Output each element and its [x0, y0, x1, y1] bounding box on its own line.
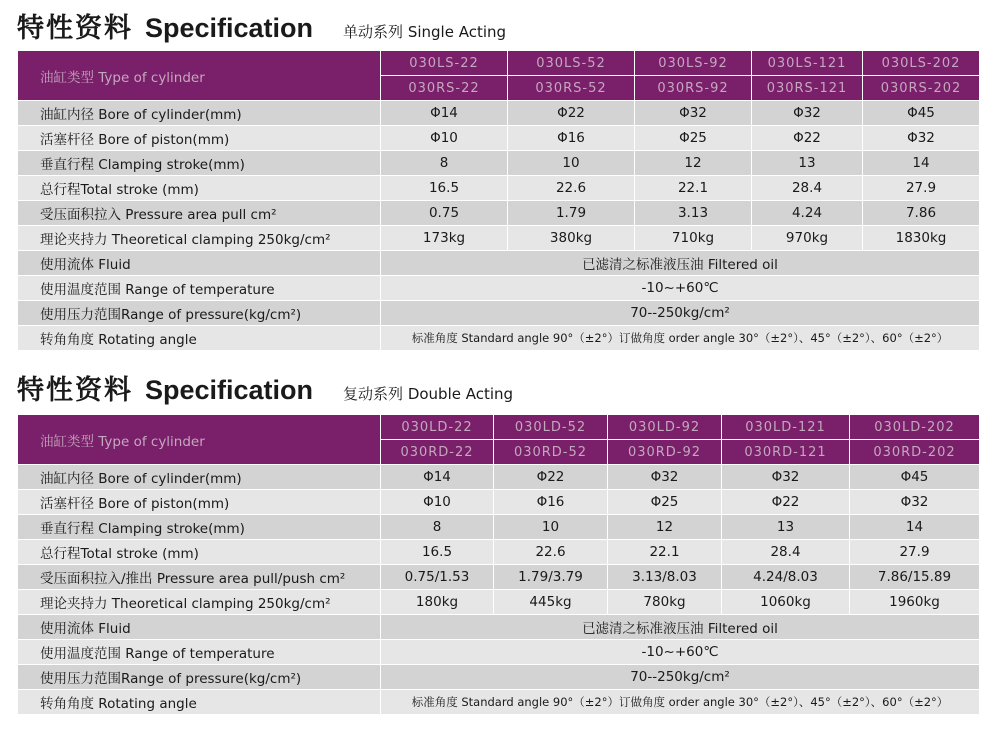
single-row-label: 理论夹持力 Theoretical clamping 250kg/cm² [18, 226, 381, 251]
single-cell: 14 [863, 151, 980, 176]
double-model-bottom-2: 030RD-92 [608, 440, 722, 465]
double-row-theoretical-clamping [18, 590, 980, 615]
single-cell: 10 [508, 151, 635, 176]
single-row-label: 活塞杆径 Bore of piston(mm) [18, 126, 381, 151]
single-heading [17, 6, 506, 45]
single-row-label: 总行程Total stroke (mm) [18, 176, 381, 201]
single-angle-value: 标准角度 Standard angle 90°（±2°）订做角度 order angle 30°（±2°）、45°（±2°）、60°（±2°） [381, 326, 980, 351]
single-cell: 970kg [752, 226, 863, 251]
double-cell: 1.79/3.79 [494, 565, 608, 590]
single-cell: 0.75 [381, 201, 508, 226]
double-cell: 13 [722, 515, 850, 540]
double-row-label: 垂直行程 Clamping stroke(mm) [18, 515, 381, 540]
single-cell: Φ10 [381, 126, 508, 151]
single-cell: 8 [381, 151, 508, 176]
single-temp-label: 使用温度范围 Range of temperature [18, 276, 381, 301]
double-model-bottom-1: 030RD-52 [494, 440, 608, 465]
single-pressure-label: 使用压力范围Range of pressure(kg/cm²) [18, 301, 381, 326]
single-temp-value: -10~+60℃ [381, 276, 980, 301]
single-row-pressure-range [18, 301, 980, 326]
single-subtitle: 单动系列 Single Acting [343, 23, 507, 41]
double-cell: 10 [494, 515, 608, 540]
single-cell: 16.5 [381, 176, 508, 201]
single-cell: 22.6 [508, 176, 635, 201]
single-model-row-top [18, 51, 980, 76]
double-spec-table [17, 414, 980, 715]
single-row-pressure-area [18, 201, 980, 226]
single-model-top-2: 030LS-92 [635, 51, 752, 76]
double-heading-cn: 特性资料 [17, 375, 133, 406]
double-cell: 14 [850, 515, 980, 540]
single-cell: 13 [752, 151, 863, 176]
double-cell: Φ22 [494, 465, 608, 490]
single-row-theoretical-clamping [18, 226, 980, 251]
single-model-bottom-0: 030RS-22 [381, 76, 508, 101]
double-angle-value: 标准角度 Standard angle 90°（±2°）订做角度 order angle 30°（±2°）、45°（±2°）、60°（±2°） [381, 690, 980, 715]
double-model-bottom-3: 030RD-121 [722, 440, 850, 465]
double-pressure-value: 70--250kg/cm² [381, 665, 980, 690]
single-heading-en: Specification [145, 13, 314, 43]
single-row-label: 油缸内径 Bore of cylinder(mm) [18, 101, 381, 126]
single-cell: 1.79 [508, 201, 635, 226]
double-cell: 445kg [494, 590, 608, 615]
single-model-top-1: 030LS-52 [508, 51, 635, 76]
single-cell: 7.86 [863, 201, 980, 226]
double-cell: 22.6 [494, 540, 608, 565]
double-temp-value: -10~+60℃ [381, 640, 980, 665]
single-row-bore [18, 101, 980, 126]
single-cell: Φ45 [863, 101, 980, 126]
single-fluid-value: 已滤清之标准液压油 Filtered oil [381, 251, 980, 276]
single-angle-label: 转角角度 Rotating angle [18, 326, 381, 351]
double-row-rotating-angle [18, 690, 980, 715]
single-cell: Φ22 [508, 101, 635, 126]
single-cell: Φ32 [635, 101, 752, 126]
double-cell: 780kg [608, 590, 722, 615]
double-row-label: 受压面积拉入/推出 Pressure area pull/push cm² [18, 565, 381, 590]
single-row-piston [18, 126, 980, 151]
single-spec-table [17, 50, 980, 351]
single-type-label: 油缸类型 Type of cylinder [18, 51, 381, 101]
single-model-top-4: 030LS-202 [863, 51, 980, 76]
double-row-label: 活塞杆径 Bore of piston(mm) [18, 490, 381, 515]
double-pressure-label: 使用压力范围Range of pressure(kg/cm²) [18, 665, 381, 690]
double-cell: 3.13/8.03 [608, 565, 722, 590]
single-cell: 380kg [508, 226, 635, 251]
single-pressure-value: 70--250kg/cm² [381, 301, 980, 326]
double-cell: 4.24/8.03 [722, 565, 850, 590]
single-model-top-0: 030LS-22 [381, 51, 508, 76]
double-model-top-2: 030LD-92 [608, 415, 722, 440]
double-row-bore [18, 465, 980, 490]
double-row-pressure-area [18, 565, 980, 590]
double-row-fluid [18, 615, 980, 640]
double-cell: Φ32 [722, 465, 850, 490]
single-cell: Φ32 [752, 101, 863, 126]
double-fluid-label: 使用流体 Fluid [18, 615, 381, 640]
double-row-label: 理论夹持力 Theoretical clamping 250kg/cm² [18, 590, 381, 615]
double-cell: 1960kg [850, 590, 980, 615]
double-angle-label: 转角角度 Rotating angle [18, 690, 381, 715]
double-cell: Φ10 [381, 490, 494, 515]
single-cell: 1830kg [863, 226, 980, 251]
double-row-temperature [18, 640, 980, 665]
double-cell: Φ32 [850, 490, 980, 515]
single-cell: 22.1 [635, 176, 752, 201]
single-cell: Φ16 [508, 126, 635, 151]
single-model-bottom-4: 030RS-202 [863, 76, 980, 101]
double-cell: 16.5 [381, 540, 494, 565]
single-cell: 4.24 [752, 201, 863, 226]
double-cell: 0.75/1.53 [381, 565, 494, 590]
double-cell: 180kg [381, 590, 494, 615]
single-model-top-3: 030LS-121 [752, 51, 863, 76]
double-cell: Φ22 [722, 490, 850, 515]
single-cell: Φ32 [863, 126, 980, 151]
double-row-piston [18, 490, 980, 515]
single-row-label: 受压面积拉入 Pressure area pull cm² [18, 201, 381, 226]
double-row-pressure-range [18, 665, 980, 690]
single-row-label: 垂直行程 Clamping stroke(mm) [18, 151, 381, 176]
double-cell: Φ16 [494, 490, 608, 515]
double-acting-section [17, 362, 979, 733]
double-cell: 8 [381, 515, 494, 540]
double-model-top-3: 030LD-121 [722, 415, 850, 440]
double-cell: Φ45 [850, 465, 980, 490]
double-cell: Φ25 [608, 490, 722, 515]
single-cell: 173kg [381, 226, 508, 251]
single-cell: Φ14 [381, 101, 508, 126]
double-model-top-0: 030LD-22 [381, 415, 494, 440]
single-model-bottom-1: 030RS-52 [508, 76, 635, 101]
double-cell: 12 [608, 515, 722, 540]
double-cell: 22.1 [608, 540, 722, 565]
double-cell: Φ32 [608, 465, 722, 490]
single-model-bottom-3: 030RS-121 [752, 76, 863, 101]
double-model-bottom-4: 030RD-202 [850, 440, 980, 465]
double-model-top-4: 030LD-202 [850, 415, 980, 440]
single-row-fluid [18, 251, 980, 276]
double-cell: 28.4 [722, 540, 850, 565]
single-cell: Φ25 [635, 126, 752, 151]
double-cell: 27.9 [850, 540, 980, 565]
single-acting-section [17, 0, 979, 350]
double-model-bottom-0: 030RD-22 [381, 440, 494, 465]
single-row-rotating-angle [18, 326, 980, 351]
single-row-clamping-stroke [18, 151, 980, 176]
double-row-clamping-stroke [18, 515, 980, 540]
double-model-top-1: 030LD-52 [494, 415, 608, 440]
single-cell: Φ22 [752, 126, 863, 151]
single-row-temperature [18, 276, 980, 301]
double-type-label: 油缸类型 Type of cylinder [18, 415, 381, 465]
double-row-label: 总行程Total stroke (mm) [18, 540, 381, 565]
double-row-total-stroke [18, 540, 980, 565]
double-heading-en: Specification [145, 375, 314, 405]
single-cell: 3.13 [635, 201, 752, 226]
double-cell: 1060kg [722, 590, 850, 615]
single-fluid-label: 使用流体 Fluid [18, 251, 381, 276]
single-cell: 28.4 [752, 176, 863, 201]
double-row-label: 油缸内径 Bore of cylinder(mm) [18, 465, 381, 490]
double-cell: 7.86/15.89 [850, 565, 980, 590]
double-temp-label: 使用温度范围 Range of temperature [18, 640, 381, 665]
double-subtitle: 复动系列 Double Acting [343, 385, 514, 403]
single-model-bottom-2: 030RS-92 [635, 76, 752, 101]
single-heading-cn: 特性资料 [17, 13, 133, 44]
single-row-total-stroke [18, 176, 980, 201]
double-fluid-value: 已滤清之标准液压油 Filtered oil [381, 615, 980, 640]
single-cell: 12 [635, 151, 752, 176]
single-cell: 27.9 [863, 176, 980, 201]
double-cell: Φ14 [381, 465, 494, 490]
double-model-row-top [18, 415, 980, 440]
single-cell: 710kg [635, 226, 752, 251]
double-heading [17, 368, 513, 407]
